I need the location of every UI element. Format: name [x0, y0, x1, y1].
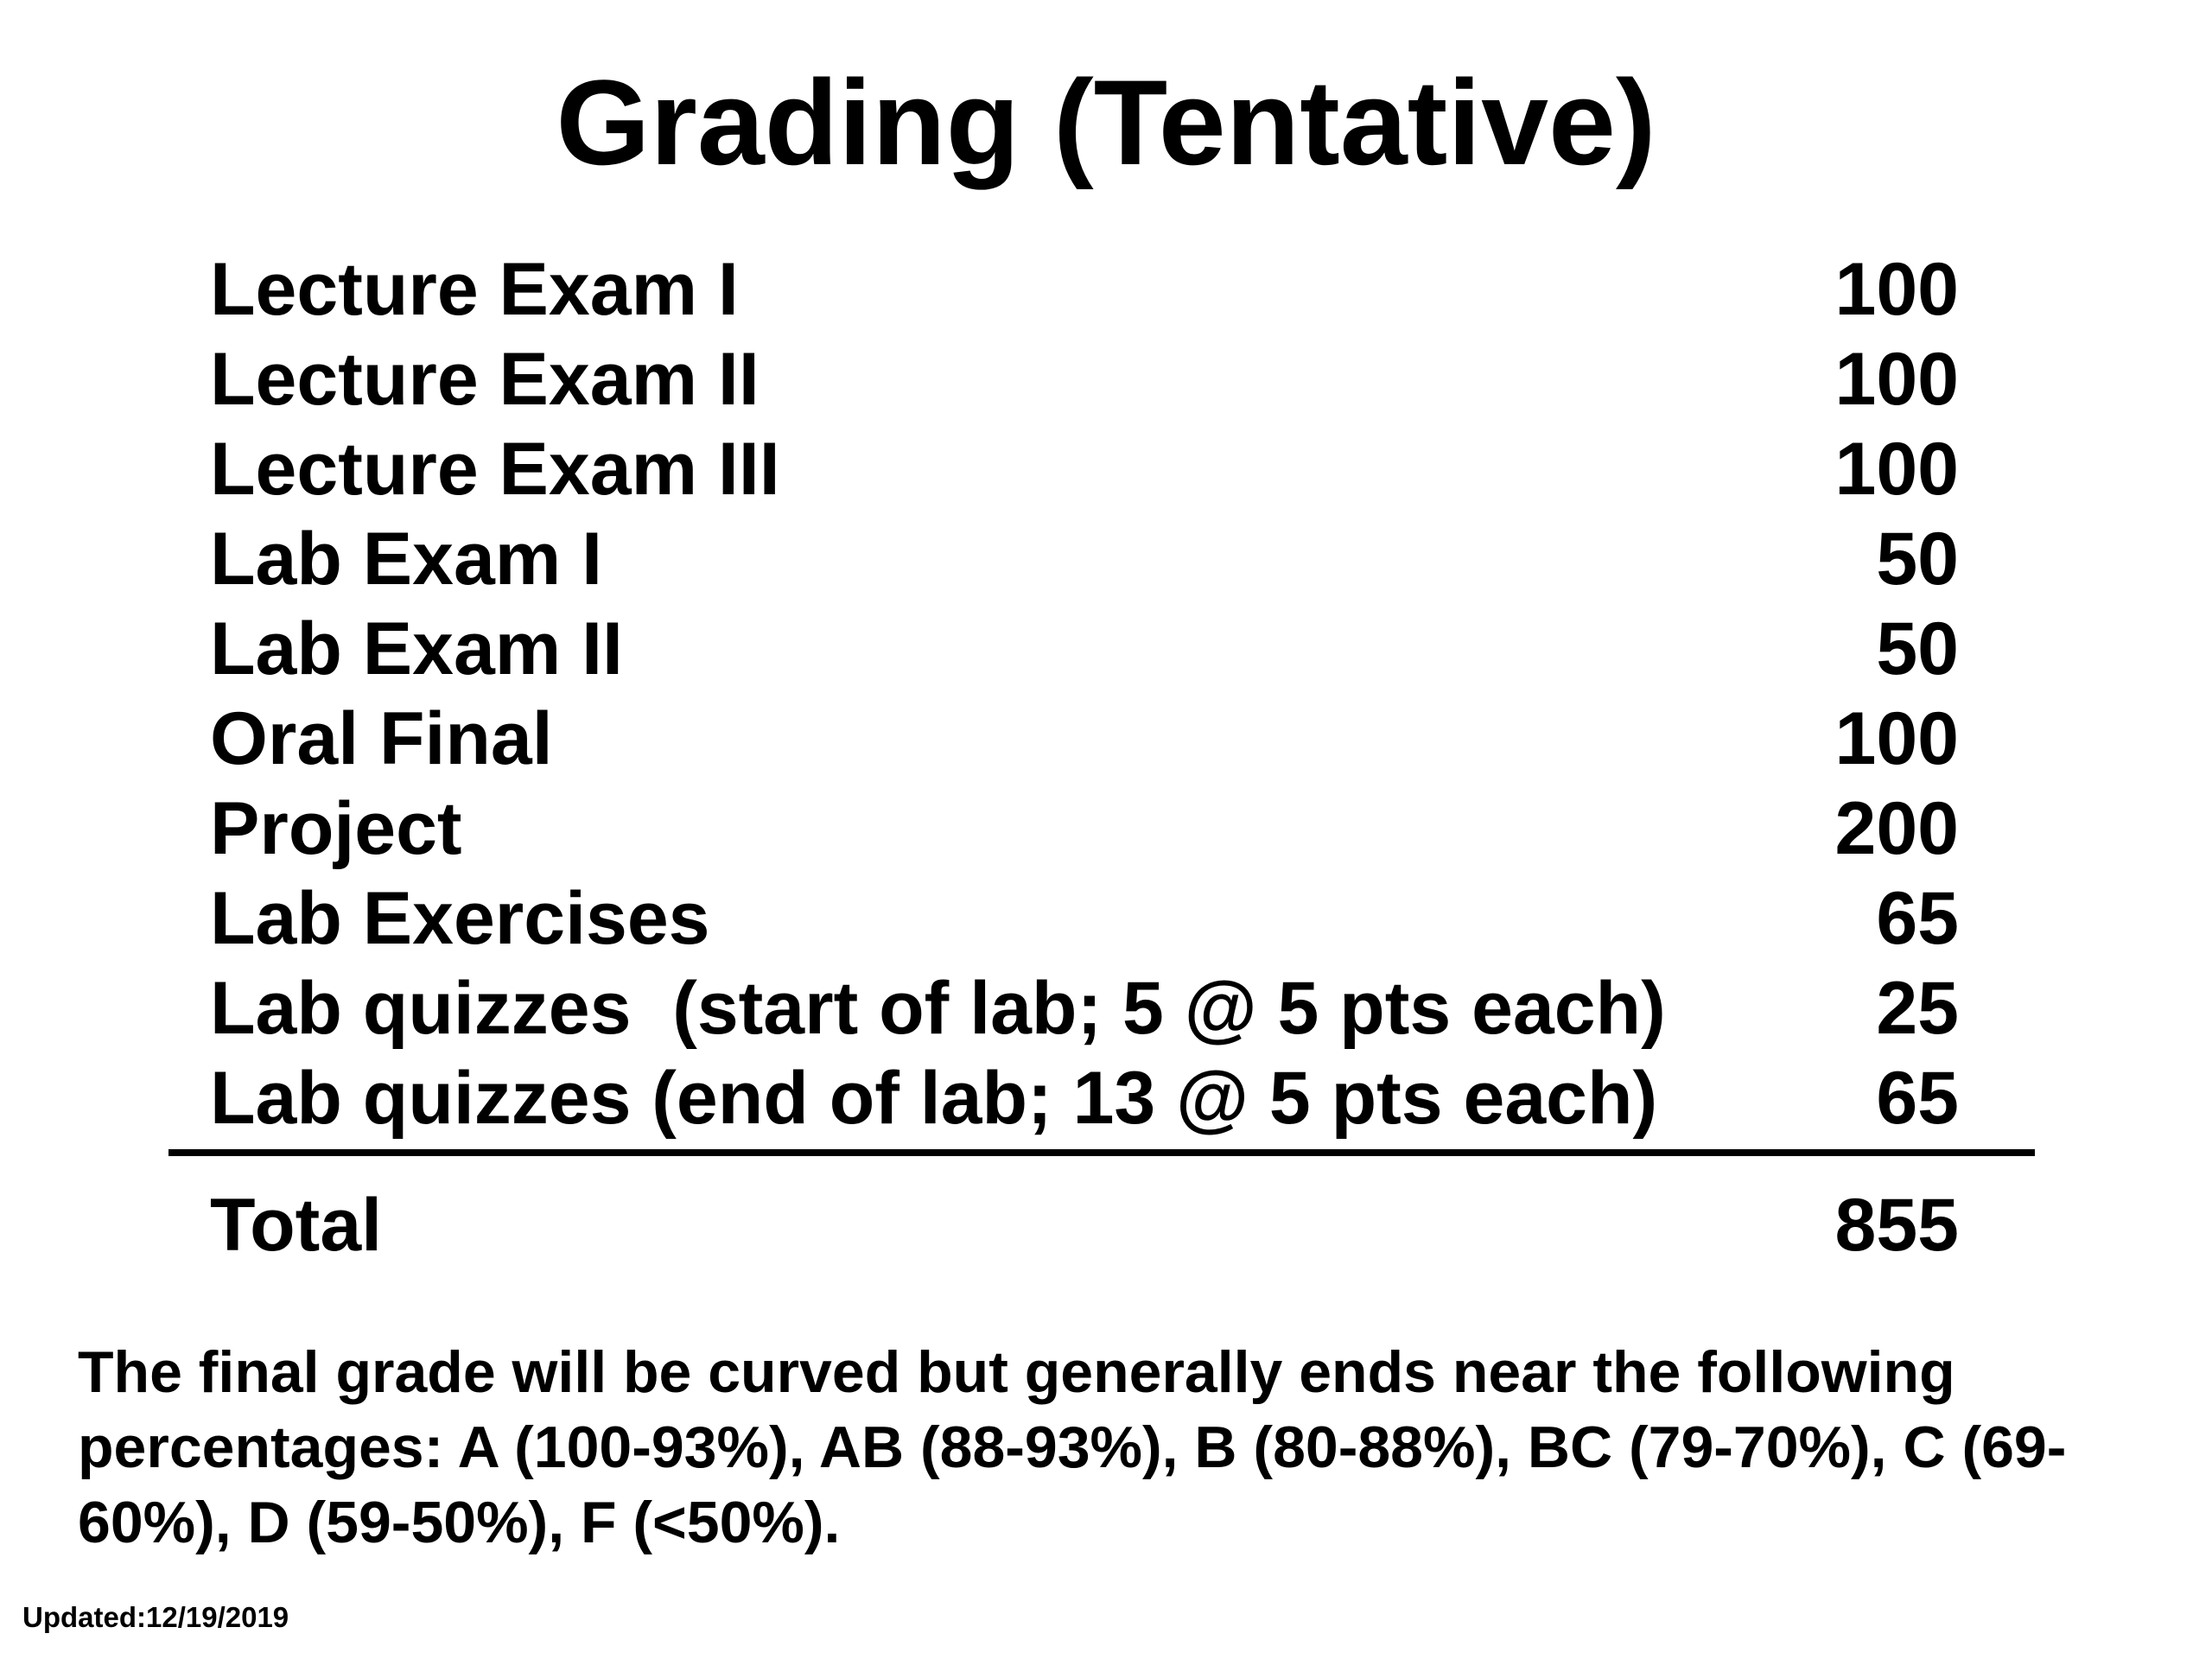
- grading-curve-note: The final grade will be curved but generally ends near the following percentages: A (100-93%), AB (88-93%), B (80-88%), BC (79-70%), C (69-60%), D (59-50%), F (<50%).: [78, 1339, 2067, 1555]
- grade-item-label: Lab Exam II: [210, 607, 623, 690]
- grade-item-label: Lab quizzes (end of lab; 13 @ 5 pts each): [210, 1057, 1658, 1140]
- grade-row: [210, 424, 1959, 514]
- grade-row: [210, 604, 1959, 694]
- grade-breakdown-table: [210, 245, 1959, 1143]
- total-label: Total: [210, 1184, 383, 1267]
- grade-row: [210, 1053, 1959, 1143]
- grade-row: [210, 784, 1959, 874]
- total-row: [210, 1180, 1959, 1270]
- grade-item-label: Lecture Exam III: [210, 428, 780, 511]
- grade-item-points: 100: [1834, 338, 1959, 421]
- grade-row: [210, 245, 1959, 334]
- grade-item-points: 100: [1834, 248, 1959, 331]
- total-points: 855: [1834, 1184, 1959, 1267]
- grade-item-label: Lab Exercises: [210, 877, 710, 960]
- grade-item-points: 200: [1834, 787, 1959, 870]
- grade-item-label: Lecture Exam II: [210, 338, 760, 421]
- grade-row: [210, 874, 1959, 963]
- grade-item-label: Lab quizzes (start of lab; 5 @ 5 pts each): [210, 967, 1666, 1050]
- grade-item-label: Project: [210, 787, 462, 870]
- grade-item-points: 25: [1876, 967, 1959, 1050]
- grade-row: [210, 514, 1959, 604]
- grade-item-label: Lab Exam I: [210, 518, 603, 601]
- grade-item-label: Oral Final: [210, 697, 553, 780]
- grade-item-points: 100: [1834, 428, 1959, 511]
- grade-item-label: Lecture Exam I: [210, 248, 739, 331]
- slide-title: Grading (Tentative): [556, 54, 1656, 190]
- grade-row: [210, 963, 1959, 1053]
- grade-item-points: 50: [1876, 607, 1959, 690]
- grade-item-points: 100: [1834, 697, 1959, 780]
- updated-date: Updated:12/19/2019: [22, 1601, 289, 1633]
- grade-item-points: 65: [1876, 1057, 1959, 1140]
- grade-item-points: 50: [1876, 518, 1959, 601]
- grade-item-points: 65: [1876, 877, 1959, 960]
- grade-row: [210, 694, 1959, 784]
- total-divider: [168, 1149, 2035, 1156]
- grade-row: [210, 334, 1959, 424]
